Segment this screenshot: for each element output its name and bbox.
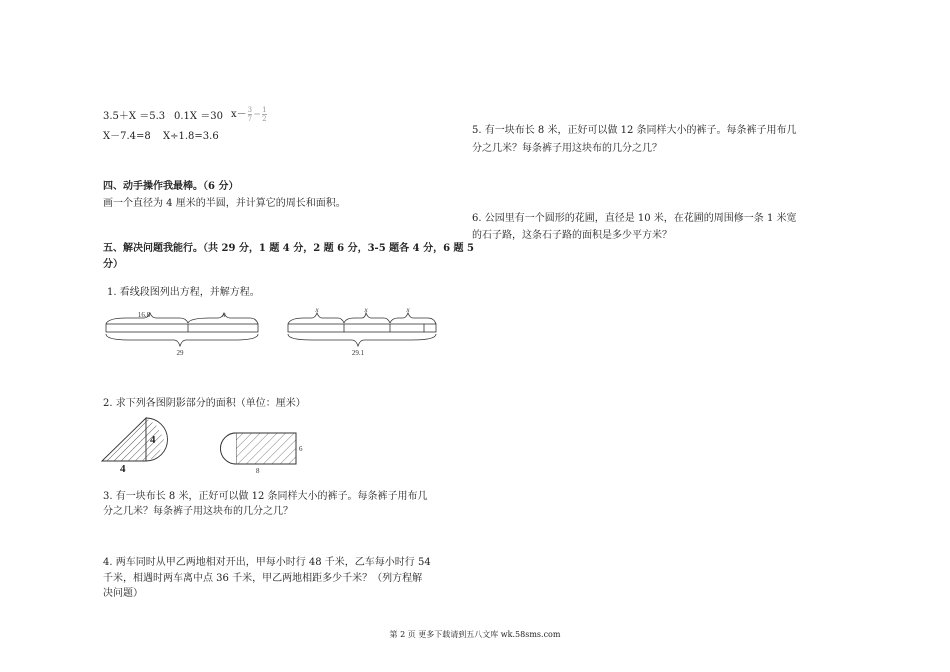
question-3-line1: 3. 有一块布长 8 米，正好可以做 12 条同样大小的裤子。每条裤子用布几 [103,491,428,502]
shaded-figure-1 [98,413,178,475]
page-footer: 第 2 页 更多下载请到五八文库 wk.58sms.com [389,630,561,639]
equation-3-equals: ＝ [253,110,262,119]
question-6-line1: 6. 公园里有一个圆形的花圃，直径是 10 米，在花圃的周围修一条 1 米宽 [472,213,797,224]
diagram2-label-x2: x [364,308,368,314]
diagram1-label-bottom: 29 [176,349,184,357]
question-5-line2: 分之几米？每条裤子用这块布的几分之几？ [472,143,662,154]
section4-title: 四、动手操作我最棒。（6 分） [103,181,239,192]
question-4-line1: 4. 两车同时从甲乙两地相对开出，甲每小时行 48 千米，乙车每小时行 54 [103,557,431,568]
question-4-line2: 千米，相遇时两车离中点 36 千米，甲乙两地相距多少千米？（列方程解 [103,573,423,584]
line-segment-diagram-2 [282,308,447,358]
equation-2: 0.1X ＝30 [174,111,223,122]
equation-4: X－7.4=8 [103,131,151,142]
figure2-bottom-label: 8 [256,467,260,475]
diagram1-label-top-right: x [222,311,226,319]
question-5-line1: 5. 有一块布长 8 米，正好可以做 12 条同样大小的裤子。每条裤子用布几 [472,125,797,136]
equation-1: 3.5＋X ＝5.3 [103,111,166,122]
fraction-1-2 [262,106,266,123]
equation-3-prefix: x－ [231,109,247,120]
question-4-line3: 决问题） [103,588,143,599]
section5-title-line1: 五、解决问题我能行。（共 29 分，1 题 4 分，2 题 6 分，3-5 题各 4 分，6 题 5 [103,243,474,254]
fraction-numerator: 3 [247,106,253,114]
diagram2-label-x1: x [315,308,319,314]
fraction-numerator: 1 [262,106,267,114]
question-1: 1. 看线段图列出方程，并解方程。 [107,287,260,298]
equation-3 [231,106,268,123]
fraction-3-7 [248,106,252,123]
question-3-line2: 分之几米？每条裤子用这块布的几分之几？ [103,506,293,517]
diagram1-label-top-left: 16.8 [137,311,151,319]
equation-5: X÷1.8=3.6 [163,131,219,142]
fraction-denominator: 7 [247,115,253,123]
shaded-figure-2 [214,428,309,476]
question-6-line2: 的石子路，这条石子路的面积是多少平方米？ [472,230,672,241]
section4-text: 画一个直径为 4 厘米的半圆，并计算它的周长和面积。 [103,198,346,209]
fraction-denominator: 2 [262,115,267,123]
figure2-height-label: 6 [299,445,303,453]
section5-title-line2: 分） [103,259,123,270]
question-2: 2. 求下列各图阴影部分的面积（单位：厘米） [103,398,306,409]
diagram2-label-x3: x [406,308,410,314]
diagram2-label-bottom: 29.1 [351,349,365,357]
figure1-side-label: 4 [150,434,156,446]
figure1-bottom-label: 4 [120,463,126,475]
line-segment-diagram-1 [100,308,265,358]
